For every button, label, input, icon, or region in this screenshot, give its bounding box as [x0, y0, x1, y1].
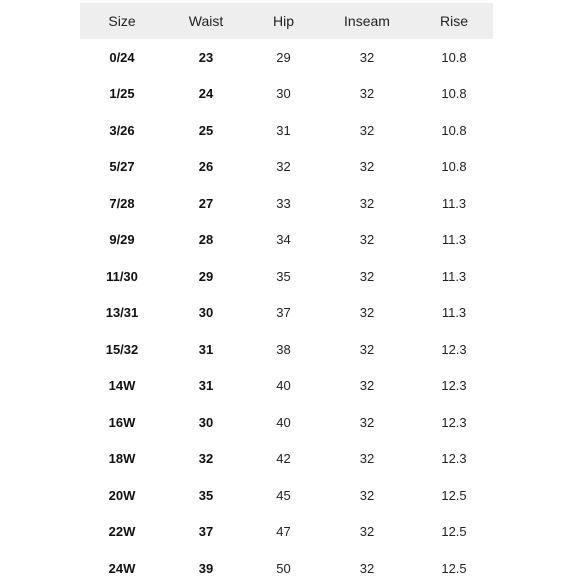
rise-cell: 12.3 — [441, 414, 467, 430]
rise-cell: 12.3 — [441, 341, 467, 357]
rise-cell: 11.3 — [441, 305, 467, 321]
rise-cell: 12.5 — [441, 560, 467, 576]
rise-cell: 10.8 — [441, 86, 467, 102]
inseam-cell: 32 — [359, 122, 375, 138]
rise-cell: 12.3 — [441, 451, 467, 467]
inseam-cell: 32 — [359, 195, 375, 211]
header-row — [80, 3, 493, 39]
table-row — [80, 76, 493, 113]
inseam-cell: 32 — [359, 414, 375, 430]
table-row — [80, 331, 493, 368]
size-cell: 24W — [108, 560, 136, 576]
rise-cell: 10.8 — [441, 159, 467, 175]
hip-cell: 50 — [276, 560, 291, 576]
hip-cell: 37 — [276, 305, 291, 321]
size-cell: 1/25 — [109, 86, 135, 102]
waist-cell: 28 — [198, 232, 214, 248]
waist-cell: 27 — [198, 195, 214, 211]
inseam-cell: 32 — [359, 560, 375, 576]
table-row — [80, 514, 493, 551]
waist-cell: 25 — [198, 122, 214, 138]
size-cell: 0/24 — [109, 49, 135, 65]
hip-cell: 45 — [276, 487, 291, 503]
rise-cell: 10.8 — [441, 49, 467, 65]
waist-cell: 31 — [198, 341, 214, 357]
hip-cell: 31 — [276, 122, 291, 138]
waist-cell: 29 — [198, 268, 214, 284]
table-row — [80, 550, 493, 587]
table-row — [80, 149, 493, 186]
size-cell: 18W — [108, 451, 136, 467]
inseam-cell: 32 — [359, 378, 375, 394]
size-cell: 5/27 — [109, 159, 135, 175]
waist-cell: 24 — [198, 86, 214, 102]
inseam-cell: 32 — [359, 268, 375, 284]
size-cell: 13/31 — [105, 305, 139, 321]
inseam-cell: 32 — [359, 305, 375, 321]
hip-cell: 30 — [276, 86, 291, 102]
inseam-cell: 32 — [359, 232, 375, 248]
waist-cell: 31 — [198, 378, 214, 394]
rise-cell: 12.5 — [441, 487, 467, 503]
waist-cell: 39 — [198, 560, 214, 576]
rise-cell: 12.3 — [441, 378, 467, 394]
hip-cell: 47 — [276, 524, 291, 540]
table-row — [80, 185, 493, 222]
column-header-hip: Hip — [248, 3, 319, 39]
waist-cell: 35 — [198, 487, 214, 503]
column-header-size: Size — [80, 3, 164, 39]
waist-cell: 26 — [198, 159, 214, 175]
inseam-cell: 32 — [359, 524, 375, 540]
size-chart-table — [80, 3, 493, 587]
hip-cell: 33 — [276, 195, 291, 211]
table-row — [80, 222, 493, 259]
column-header-inseam: Inseam — [319, 3, 415, 39]
inseam-cell: 32 — [359, 159, 375, 175]
waist-cell: 37 — [198, 524, 214, 540]
waist-cell: 23 — [198, 49, 214, 65]
rise-cell: 11.3 — [441, 268, 467, 284]
waist-cell: 32 — [198, 451, 214, 467]
rise-cell: 11.3 — [441, 195, 467, 211]
column-header-waist: Waist — [164, 3, 248, 39]
hip-cell: 38 — [276, 341, 291, 357]
size-cell: 7/28 — [109, 195, 135, 211]
rise-cell: 11.3 — [441, 232, 467, 248]
hip-cell: 35 — [276, 268, 291, 284]
inseam-cell: 32 — [359, 487, 375, 503]
size-cell: 9/29 — [109, 232, 135, 248]
table-row — [80, 441, 493, 478]
table-row — [80, 258, 493, 295]
inseam-cell: 32 — [359, 86, 375, 102]
table-row — [80, 112, 493, 149]
table-header — [80, 3, 493, 39]
size-cell: 20W — [108, 487, 136, 503]
inseam-cell: 32 — [359, 451, 375, 467]
waist-cell: 30 — [198, 305, 214, 321]
inseam-cell: 32 — [359, 341, 375, 357]
hip-cell: 40 — [276, 414, 291, 430]
hip-cell: 34 — [276, 232, 291, 248]
column-header-rise: Rise — [415, 3, 493, 39]
hip-cell: 40 — [276, 378, 291, 394]
size-cell: 22W — [108, 524, 136, 540]
table-row — [80, 39, 493, 76]
size-cell: 16W — [108, 414, 136, 430]
table-row — [80, 404, 493, 441]
hip-cell: 32 — [276, 159, 291, 175]
size-cell: 15/32 — [105, 341, 139, 357]
hip-cell: 29 — [276, 49, 291, 65]
waist-cell: 30 — [198, 414, 214, 430]
table-row — [80, 295, 493, 332]
inseam-cell: 32 — [359, 49, 375, 65]
rise-cell: 12.5 — [441, 524, 467, 540]
table-row — [80, 477, 493, 514]
rise-cell: 10.8 — [441, 122, 467, 138]
table-row — [80, 368, 493, 405]
table-body — [80, 39, 493, 587]
size-cell: 3/26 — [109, 122, 135, 138]
size-cell: 14W — [108, 378, 136, 394]
size-cell: 11/30 — [106, 268, 138, 284]
hip-cell: 42 — [276, 451, 291, 467]
